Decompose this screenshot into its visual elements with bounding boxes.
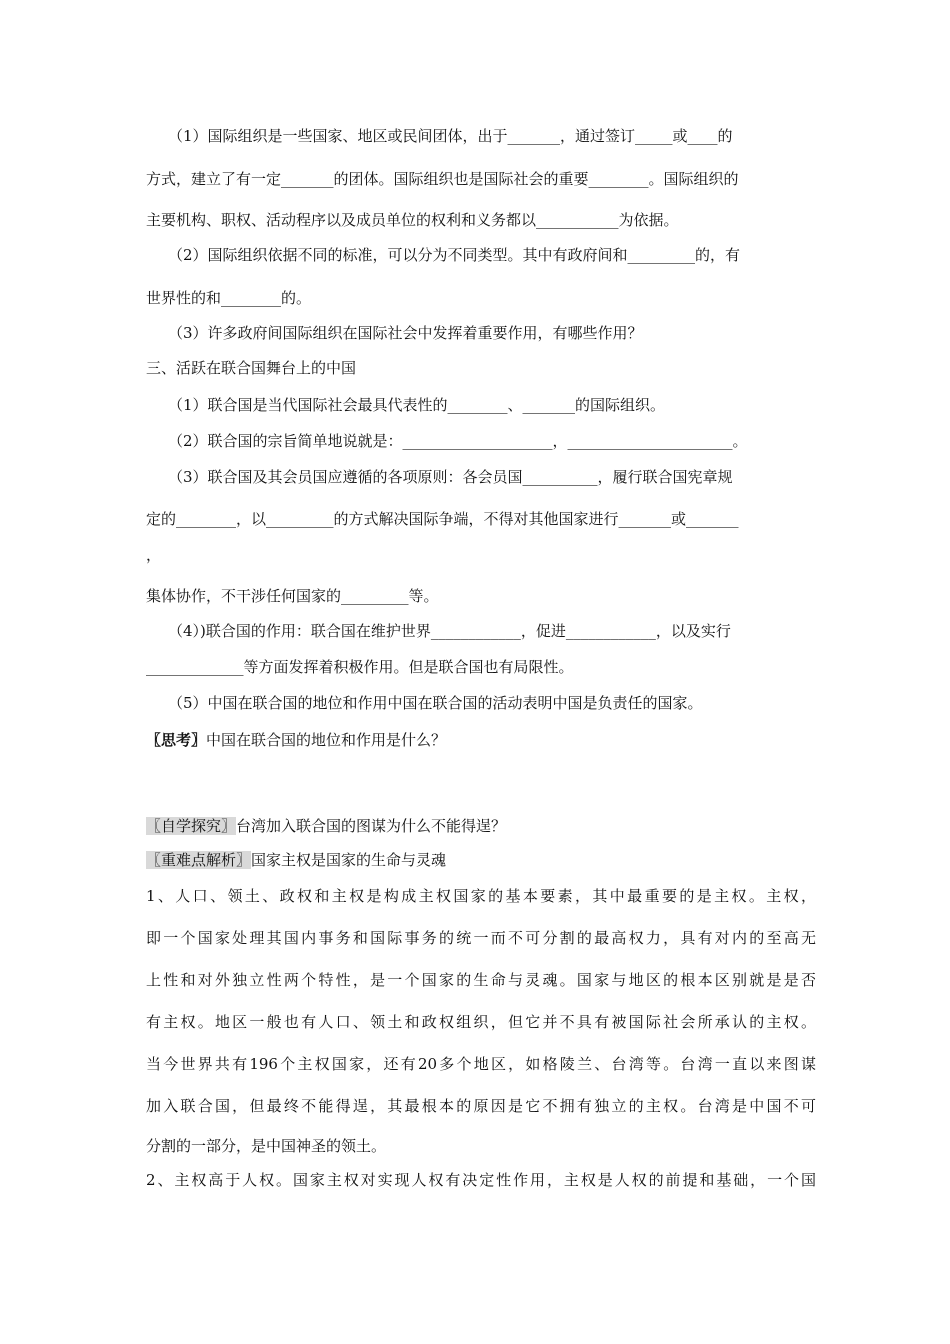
sovereignty-paragraph-line-6: 加入联合国，但最终不能得逞，其最根本的原因是它不拥有独立的主权。台湾是中国不可 — [146, 1097, 816, 1115]
intl-org-definition-line-1: （1）国际组织是一些国家、地区或民间团体，出于_______，通过签订_____或____的 — [168, 127, 733, 145]
intl-org-definition-line-3: 主要机构、职权、活动程序以及成员单位的权利和义务都以___________为依据。 — [146, 211, 679, 229]
un-question-1: （1）联合国是当代国际社会最具代表性的________、_______的国际组织。 — [168, 396, 666, 414]
sovereignty-paragraph-line-5: 当今世界共有196个主权国家，还有20多个地区，如格陵兰、台湾等。台湾一直以来图谋 — [146, 1055, 816, 1073]
analysis-title: 国家主权是国家的生命与灵魂 — [251, 851, 447, 869]
sovereignty-human-rights-line-1: 2、主权高于人权。国家主权对实现人权有决定性作用，主权是人权的前提和基础，一个国 — [146, 1171, 816, 1189]
un-principles-line-1: （3）联合国及其会员国应遵循的各项原则：各会员国__________，履行联合国宪章规 — [168, 468, 733, 486]
sovereignty-paragraph-line-2: 即一个国家处理其国内事务和国际事务的统一而不可分割的最高权力，具有对内的至高无 — [146, 929, 816, 947]
self-study-text: 台湾加入联合国的图谋为什么不能得逞？ — [236, 817, 507, 835]
analysis-heading — [146, 850, 816, 870]
section-heading-un-china: 三、活跃在联合国舞台上的中国 — [146, 359, 357, 377]
un-question-2: （2）联合国的宗旨简单地说就是：____________________，______________________。 — [168, 432, 748, 450]
un-principles-line-3: ， — [146, 546, 162, 564]
self-study-label: 〖自学探究〗 — [146, 817, 237, 835]
sovereignty-paragraph-line-4: 有主权。地区一般也有人口、领土和政权组织，但它并不具有被国际社会所承认的主权。 — [146, 1013, 816, 1031]
think-question — [146, 730, 816, 750]
sovereignty-paragraph-line-3: 上性和对外独立性两个特性，是一个国家的生命与灵魂。国家与地区的根本区别就是是否 — [146, 971, 816, 989]
un-principles-line-4: 集体协作，不干涉任何国家的_________等。 — [146, 587, 439, 605]
sovereignty-paragraph-line-7: 分割的一部分，是中国神圣的领土。 — [146, 1137, 387, 1155]
intl-org-types-line-1: （2）国际组织依据不同的标准，可以分为不同类型。其中有政府间和_________的，有 — [168, 246, 741, 264]
intl-org-types-line-2: 世界性的和________的。 — [146, 289, 312, 307]
un-role-line-1: （4）)联合国的作用：联合国在维护世界____________，促进____________，以及实行 — [168, 622, 731, 640]
self-study-question — [146, 816, 816, 836]
think-text: 中国在联合国的地位和作用是什么？ — [206, 731, 447, 749]
china-in-un-line: （5）中国在联合国的地位和作用中国在联合国的活动表明中国是负责任的国家。 — [168, 694, 703, 712]
think-label: 〖思考〗 — [146, 731, 207, 749]
un-principles-line-2: 定的________，以_________的方式解决国际争端，不得对其他国家进行_______或_______ — [146, 510, 739, 528]
intl-org-roles-question: （3）许多政府间国际组织在国际社会中发挥着重要作用，有哪些作用？ — [168, 324, 643, 342]
un-role-line-2: _____________等方面发挥着积极作用。但是联合国也有局限性。 — [146, 658, 574, 676]
intl-org-definition-line-2: 方式，建立了有一定_______的团体。国际组织也是国际社会的重要________。国际组织的 — [146, 170, 739, 188]
analysis-label: 〖重难点解析〗 — [146, 851, 252, 869]
sovereignty-paragraph-line-1: 1、人口、领土、政权和主权是构成主权国家的基本要素，其中最重要的是主权。主权， — [146, 887, 816, 905]
